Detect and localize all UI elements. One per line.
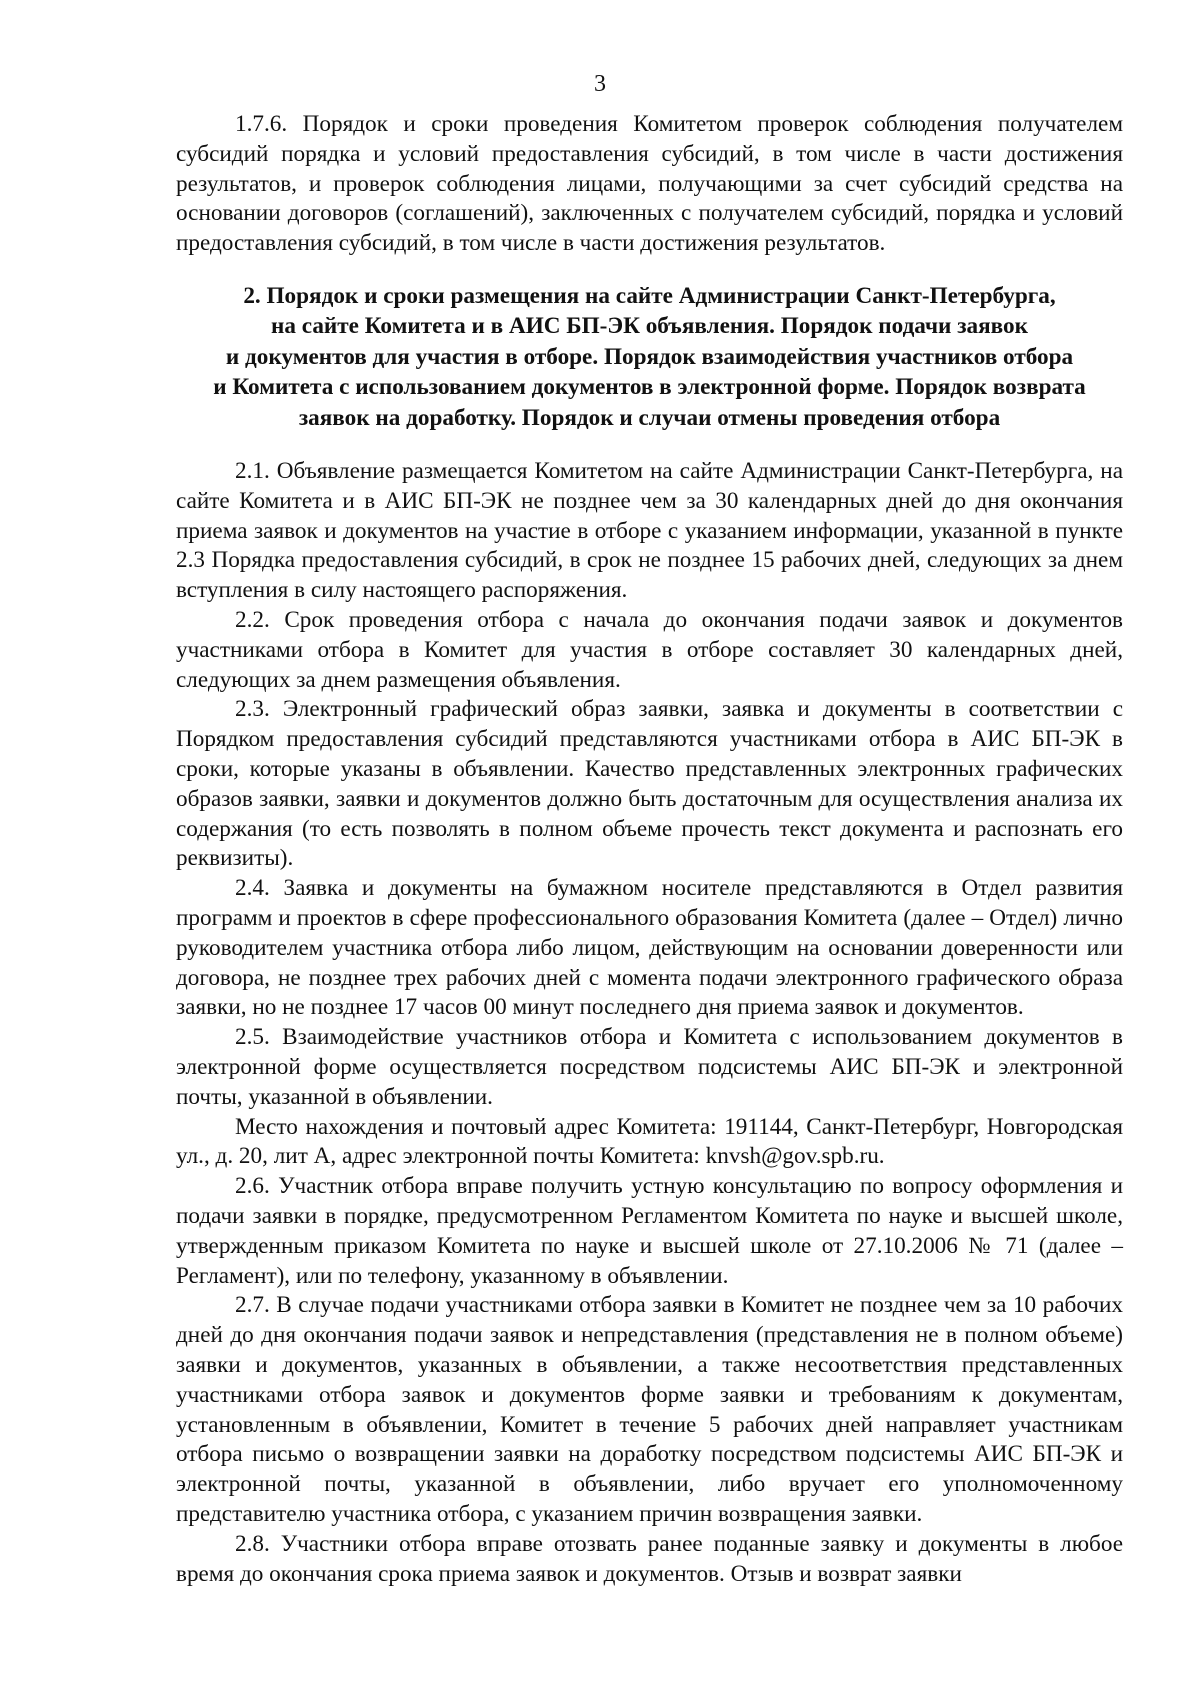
- paragraph-2-6: 2.6. Участник отбора вправе получить устную консультацию по вопросу оформления и подачи заявки в порядке, предусмотренном Регламентом Комитета по науке и высшей школе, утвержденным приказом Комитета по науке и высшей школе от 27.10.2006 № 71 (далее – Регламент), или по телефону, указанному в объявлении.: [176, 1173, 1123, 1289]
- paragraph-2-7: 2.7. В случае подачи участниками отбора заявки в Комитет не позднее чем за 10 рабочих дней до дня окончания подачи заявок и непредставления (представления не в полном объеме) заявки и документов, указанных в объявлении, а также несоответствия представленных участниками отбора заявок и документов форме заявки и требованиям к документам, установленным в объявлении, Комитет в течение 5 рабочих дней направляет участникам отбора письмо о возвращении заявки на доработку посредством подсистемы АИС БП-ЭК и электронной почты, указанной в объявлении, либо вручает его уполномоченному представителю участника отбора, с указанием причин возвращения заявки.: [176, 1292, 1123, 1527]
- heading-line: заявок на доработку. Порядок и случаи отмены проведения отбора: [298, 404, 1001, 431]
- heading-line: 2. Порядок и сроки размещения на сайте Администрации Санкт-Петербурга,: [243, 282, 1056, 309]
- paragraph-committee-address: Место нахождения и почтовый адрес Комитета: 191144, Санкт-Петербург, Новгородская ул., д. 20, лит А, адрес электронной почты Комитета: knvsh@gov.spb.ru.: [176, 1113, 1123, 1170]
- heading-line: и Комитета с использованием документов в электронной форме. Порядок возврата: [213, 374, 1086, 401]
- page-number: 3: [594, 71, 606, 97]
- heading-line: на сайте Комитета и в АИС БП-ЭК объявления. Порядок подачи заявок: [271, 313, 1028, 340]
- paragraph-2-8: 2.8. Участники отбора вправе отозвать ранее поданные заявку и документы в любое время до окончания срока приема заявок и документов. Отзыв и возврат заявки: [176, 1530, 1123, 1587]
- document-body: [176, 110, 1123, 1589]
- paragraph-2-4: 2.4. Заявка и документы на бумажном носителе представляются в Отдел развития программ и проектов в сфере профессионального образования Комитета (далее – Отдел) лично руководителем участника отбора либо лицом, действующим на основании доверенности или договора, не позднее трех рабочих дней с момента подачи электронного графического образа заявки, но не позднее 17 часов 00 минут последнего дня приема заявок и документов.: [176, 875, 1123, 1021]
- paragraph-2-2: 2.2. Срок проведения отбора с начала до окончания подачи заявок и документов участниками отбора в Комитет для участия в отборе составляет 30 календарных дней, следующих за днем размещения объявления.: [176, 607, 1123, 693]
- section-2-heading: [176, 281, 1123, 433]
- heading-line: и документов для участия в отборе. Порядок взаимодействия участников отбора: [225, 343, 1074, 370]
- paragraph-1-7-6: 1.7.6. Порядок и сроки проведения Комитетом проверок соблюдения получателем субсидий порядка и условий предоставления субсидий, в том числе в части достижения результатов, и проверок соблюдения лицами, получающими за счет субсидий средства на основании договоров (соглашений), заключенных с получателем субсидий, порядка и условий предоставления субсидий, в том числе в части достижения результатов.: [176, 111, 1123, 257]
- paragraph-2-3: 2.3. Электронный графический образ заявки, заявка и документы в соответствии с Порядком предоставления субсидий представляются участниками отбора в АИС БП-ЭК в сроки, которые указаны в объявлении. Качество представленных электронных графических образов заявки, заявки и документов должно быть достаточным для осуществления анализа их содержания (то есть позволять в полном объеме прочесть текст документа и распознать его реквизиты).: [176, 696, 1123, 872]
- paragraph-2-5: 2.5. Взаимодействие участников отбора и Комитета с использованием документов в электронной форме осуществляется посредством подсистемы АИС БП-ЭК и электронной почты, указанной в объявлении.: [176, 1024, 1123, 1110]
- paragraph-2-1: 2.1. Объявление размещается Комитетом на сайте Администрации Санкт-Петербурга, на сайте Комитета и в АИС БП-ЭК не позднее чем за 30 календарных дней до дня окончания приема заявок и документов на участие в отборе с указанием информации, указанной в пункте 2.3 Порядка предоставления субсидий, в срок не позднее 15 рабочих дней, следующих за днем вступления в силу настоящего распоряжения.: [176, 458, 1123, 604]
